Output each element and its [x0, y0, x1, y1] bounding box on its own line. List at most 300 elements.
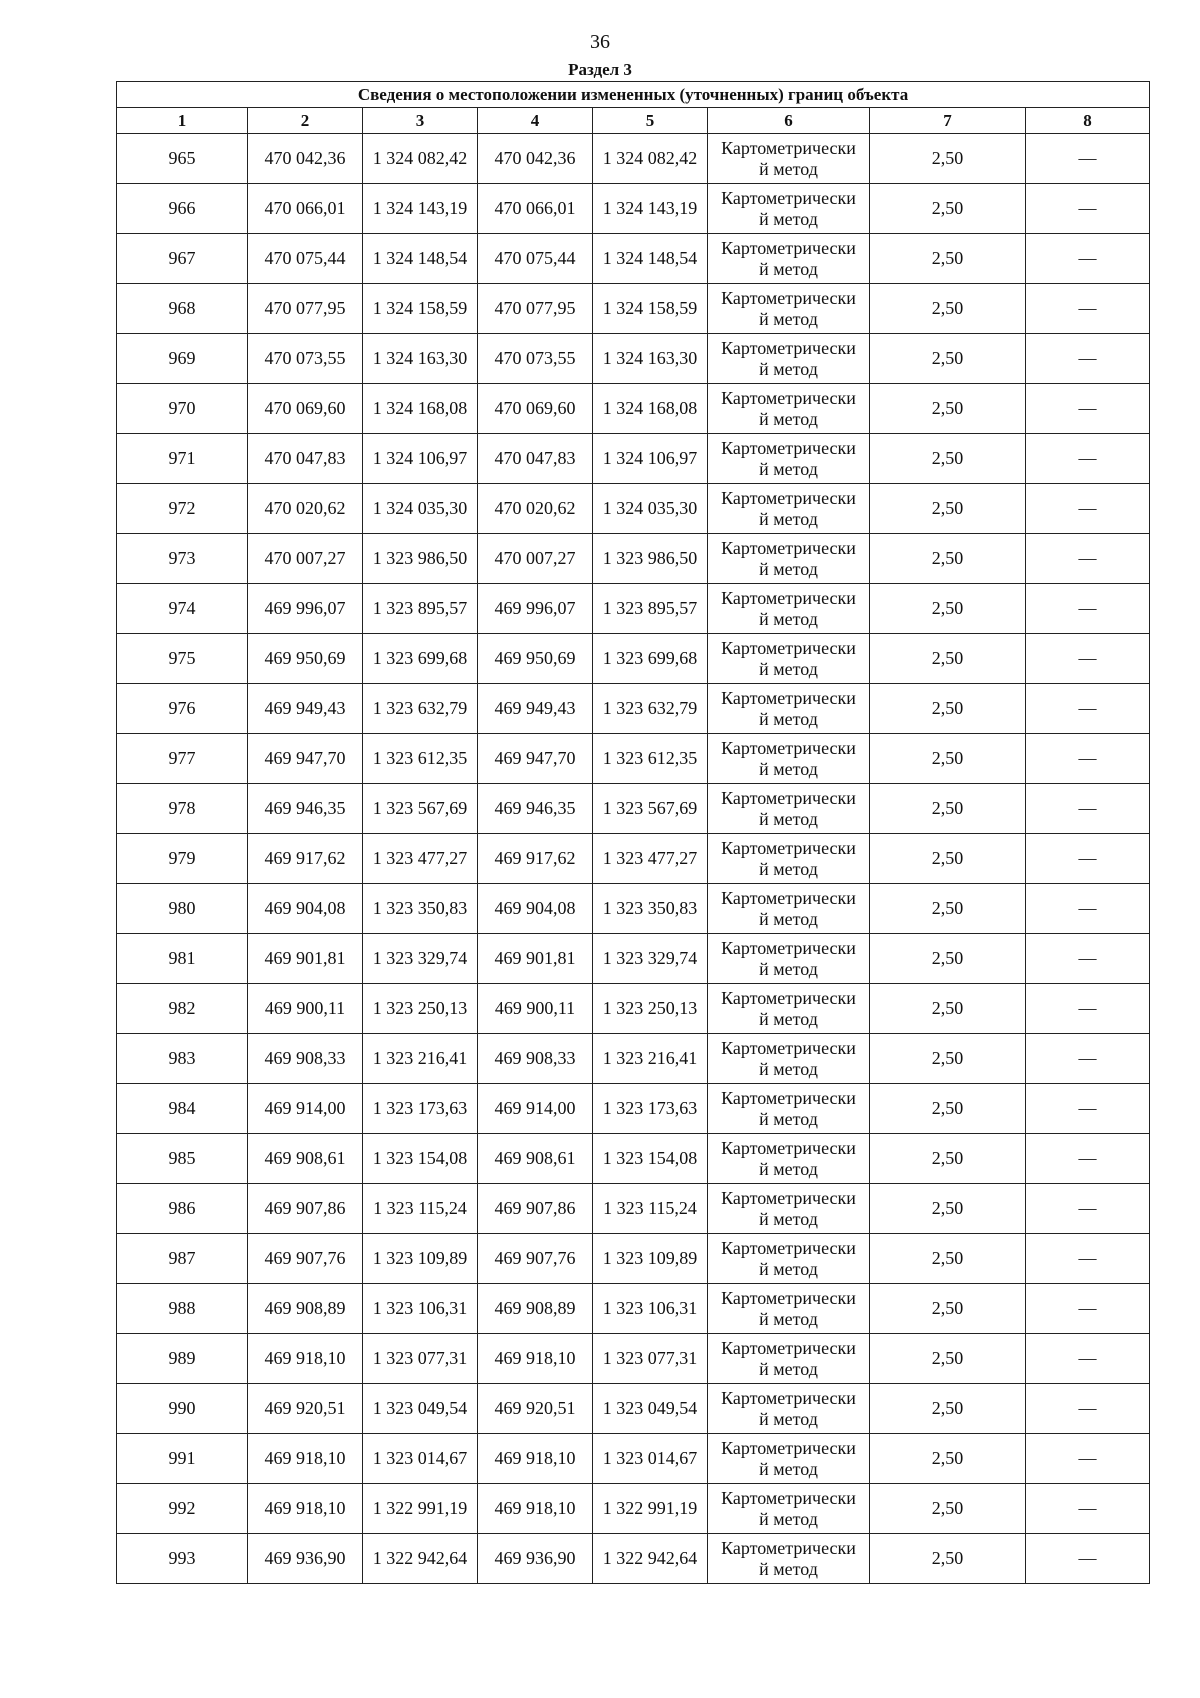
method-text-line2: й метод: [759, 1308, 818, 1329]
table-row: [117, 434, 1150, 484]
table-row: [117, 934, 1150, 984]
method-cell: [708, 934, 870, 984]
y-new-cell: 1 324 035,30: [593, 484, 708, 534]
method-text-line2: й метод: [759, 408, 818, 429]
y-new-cell: 1 324 158,59: [593, 284, 708, 334]
y-old-cell: 1 324 106,97: [363, 434, 478, 484]
x-old-cell: 469 908,33: [248, 1034, 363, 1084]
table-row: [117, 134, 1150, 184]
x-new-cell: 469 946,35: [478, 784, 593, 834]
accuracy-cell: 2,50: [870, 384, 1026, 434]
point-number-cell: 973: [117, 534, 248, 584]
x-old-cell: 469 936,90: [248, 1534, 363, 1584]
table-row: [117, 234, 1150, 284]
x-new-cell: 470 047,83: [478, 434, 593, 484]
method-text-line2: й метод: [759, 508, 818, 529]
method-cell: [708, 534, 870, 584]
note-cell: —: [1026, 984, 1150, 1034]
page-number: 36: [590, 31, 610, 53]
y-new-cell: 1 323 250,13: [593, 984, 708, 1034]
column-number: 6: [708, 108, 870, 134]
y-old-cell: 1 323 612,35: [363, 734, 478, 784]
x-new-cell: 470 020,62: [478, 484, 593, 534]
point-number-cell: 966: [117, 184, 248, 234]
method-text-line1: Картометрически: [721, 787, 856, 808]
accuracy-cell: 2,50: [870, 434, 1026, 484]
table-row: [117, 1234, 1150, 1284]
point-number-cell: 988: [117, 1284, 248, 1334]
y-old-cell: 1 324 168,08: [363, 384, 478, 434]
method-text-line2: й метод: [759, 158, 818, 179]
table-row: [117, 984, 1150, 1034]
point-number-cell: 990: [117, 1384, 248, 1434]
note-cell: —: [1026, 1284, 1150, 1334]
x-new-cell: 469 907,76: [478, 1234, 593, 1284]
y-old-cell: 1 324 158,59: [363, 284, 478, 334]
y-old-cell: 1 323 115,24: [363, 1184, 478, 1234]
point-number-cell: 989: [117, 1334, 248, 1384]
method-text-line2: й метод: [759, 1508, 818, 1529]
y-new-cell: 1 323 109,89: [593, 1234, 708, 1284]
note-cell: —: [1026, 1234, 1150, 1284]
accuracy-cell: 2,50: [870, 634, 1026, 684]
note-cell: —: [1026, 334, 1150, 384]
accuracy-cell: 2,50: [870, 1284, 1026, 1334]
method-text-line2: й метод: [759, 658, 818, 679]
note-cell: —: [1026, 384, 1150, 434]
y-old-cell: 1 324 035,30: [363, 484, 478, 534]
x-new-cell: 469 918,10: [478, 1334, 593, 1384]
note-cell: —: [1026, 234, 1150, 284]
y-new-cell: 1 323 014,67: [593, 1434, 708, 1484]
y-new-cell: 1 323 895,57: [593, 584, 708, 634]
method-text-line2: й метод: [759, 908, 818, 929]
method-text-line2: й метод: [759, 758, 818, 779]
method-cell: [708, 1084, 870, 1134]
table-row: [117, 284, 1150, 334]
x-old-cell: 469 949,43: [248, 684, 363, 734]
method-cell: [708, 384, 870, 434]
accuracy-cell: 2,50: [870, 884, 1026, 934]
method-text-line1: Картометрически: [721, 337, 856, 358]
method-text-line2: й метод: [759, 558, 818, 579]
method-text-line2: й метод: [759, 858, 818, 879]
accuracy-cell: 2,50: [870, 1234, 1026, 1284]
y-old-cell: 1 323 567,69: [363, 784, 478, 834]
y-old-cell: 1 322 991,19: [363, 1484, 478, 1534]
y-new-cell: 1 322 991,19: [593, 1484, 708, 1534]
method-cell: [708, 1534, 870, 1584]
point-number-cell: 992: [117, 1484, 248, 1534]
note-cell: —: [1026, 934, 1150, 984]
point-number-cell: 976: [117, 684, 248, 734]
point-number-cell: 980: [117, 884, 248, 934]
y-old-cell: 1 323 477,27: [363, 834, 478, 884]
x-new-cell: 469 950,69: [478, 634, 593, 684]
x-old-cell: 469 996,07: [248, 584, 363, 634]
x-old-cell: 469 900,11: [248, 984, 363, 1034]
x-old-cell: 469 908,89: [248, 1284, 363, 1334]
method-cell: [708, 1234, 870, 1284]
point-number-cell: 982: [117, 984, 248, 1034]
y-old-cell: 1 324 148,54: [363, 234, 478, 284]
y-new-cell: 1 323 049,54: [593, 1384, 708, 1434]
method-text-line1: Картометрически: [721, 937, 856, 958]
note-cell: —: [1026, 1434, 1150, 1484]
x-new-cell: 469 936,90: [478, 1534, 593, 1584]
table-row: [117, 1034, 1150, 1084]
x-new-cell: 469 917,62: [478, 834, 593, 884]
table-row: [117, 184, 1150, 234]
x-new-cell: 469 914,00: [478, 1084, 593, 1134]
x-new-cell: 469 918,10: [478, 1434, 593, 1484]
table-row: [117, 834, 1150, 884]
column-number: 7: [870, 108, 1026, 134]
point-number-cell: 981: [117, 934, 248, 984]
x-new-cell: 470 066,01: [478, 184, 593, 234]
x-old-cell: 469 908,61: [248, 1134, 363, 1184]
method-cell: [708, 1034, 870, 1084]
accuracy-cell: 2,50: [870, 834, 1026, 884]
table-row: [117, 1084, 1150, 1134]
y-new-cell: 1 323 115,24: [593, 1184, 708, 1234]
accuracy-cell: 2,50: [870, 784, 1026, 834]
note-cell: —: [1026, 534, 1150, 584]
point-number-cell: 991: [117, 1434, 248, 1484]
method-text-line1: Картометрически: [721, 637, 856, 658]
y-new-cell: 1 324 163,30: [593, 334, 708, 384]
y-new-cell: 1 322 942,64: [593, 1534, 708, 1584]
note-cell: —: [1026, 1534, 1150, 1584]
point-number-cell: 993: [117, 1534, 248, 1584]
table-row: [117, 784, 1150, 834]
column-number: 5: [593, 108, 708, 134]
point-number-cell: 970: [117, 384, 248, 434]
method-text-line1: Картометрически: [721, 1287, 856, 1308]
column-number: 1: [117, 108, 248, 134]
method-cell: [708, 1334, 870, 1384]
x-old-cell: 469 907,76: [248, 1234, 363, 1284]
method-text-line1: Картометрически: [721, 887, 856, 908]
point-number-cell: 974: [117, 584, 248, 634]
x-old-cell: 470 042,36: [248, 134, 363, 184]
y-old-cell: 1 323 049,54: [363, 1384, 478, 1434]
method-text-line1: Картометрически: [721, 737, 856, 758]
x-new-cell: 469 907,86: [478, 1184, 593, 1234]
y-old-cell: 1 323 154,08: [363, 1134, 478, 1184]
method-text-line2: й метод: [759, 1358, 818, 1379]
accuracy-cell: 2,50: [870, 1334, 1026, 1384]
point-number-cell: 969: [117, 334, 248, 384]
method-text-line2: й метод: [759, 1558, 818, 1579]
note-cell: —: [1026, 734, 1150, 784]
accuracy-cell: 2,50: [870, 234, 1026, 284]
column-number: 4: [478, 108, 593, 134]
accuracy-cell: 2,50: [870, 1434, 1026, 1484]
x-old-cell: 469 920,51: [248, 1384, 363, 1434]
x-new-cell: 469 901,81: [478, 934, 593, 984]
method-text-line1: Картометрически: [721, 1037, 856, 1058]
y-new-cell: 1 324 082,42: [593, 134, 708, 184]
accuracy-cell: 2,50: [870, 1084, 1026, 1134]
method-cell: [708, 1184, 870, 1234]
method-text-line1: Картометрически: [721, 487, 856, 508]
method-text-line2: й метод: [759, 808, 818, 829]
method-cell: [708, 584, 870, 634]
y-old-cell: 1 323 329,74: [363, 934, 478, 984]
method-text-line1: Картометрически: [721, 1437, 856, 1458]
x-new-cell: 469 904,08: [478, 884, 593, 934]
method-text-line2: й метод: [759, 958, 818, 979]
method-cell: [708, 484, 870, 534]
x-new-cell: 469 949,43: [478, 684, 593, 734]
table-row: [117, 534, 1150, 584]
method-text-line1: Картометрически: [721, 1537, 856, 1558]
y-new-cell: 1 324 168,08: [593, 384, 708, 434]
y-new-cell: 1 323 350,83: [593, 884, 708, 934]
x-old-cell: 469 901,81: [248, 934, 363, 984]
method-text-line1: Картометрически: [721, 137, 856, 158]
point-number-cell: 968: [117, 284, 248, 334]
method-text-line1: Картометрически: [721, 187, 856, 208]
accuracy-cell: 2,50: [870, 484, 1026, 534]
method-cell: [708, 834, 870, 884]
method-text-line2: й метод: [759, 458, 818, 479]
method-cell: [708, 784, 870, 834]
method-text-line1: Картометрически: [721, 537, 856, 558]
method-text-line1: Картометрически: [721, 687, 856, 708]
table-row: [117, 334, 1150, 384]
table-body: [117, 134, 1150, 1584]
accuracy-cell: 2,50: [870, 184, 1026, 234]
y-old-cell: 1 323 250,13: [363, 984, 478, 1034]
note-cell: —: [1026, 834, 1150, 884]
accuracy-cell: 2,50: [870, 934, 1026, 984]
accuracy-cell: 2,50: [870, 984, 1026, 1034]
note-cell: —: [1026, 1484, 1150, 1534]
x-old-cell: 469 918,10: [248, 1484, 363, 1534]
point-number-cell: 983: [117, 1034, 248, 1084]
table-row: [117, 1284, 1150, 1334]
table-row: [117, 734, 1150, 784]
note-cell: —: [1026, 434, 1150, 484]
accuracy-cell: 2,50: [870, 334, 1026, 384]
note-cell: —: [1026, 284, 1150, 334]
table-row: [117, 1434, 1150, 1484]
x-old-cell: 469 917,62: [248, 834, 363, 884]
y-old-cell: 1 323 350,83: [363, 884, 478, 934]
accuracy-cell: 2,50: [870, 1034, 1026, 1084]
accuracy-cell: 2,50: [870, 1184, 1026, 1234]
point-number-cell: 975: [117, 634, 248, 684]
method-cell: [708, 684, 870, 734]
x-new-cell: 470 077,95: [478, 284, 593, 334]
y-new-cell: 1 323 077,31: [593, 1334, 708, 1384]
x-old-cell: 469 904,08: [248, 884, 363, 934]
x-old-cell: 470 077,95: [248, 284, 363, 334]
note-cell: —: [1026, 134, 1150, 184]
point-number-cell: 978: [117, 784, 248, 834]
y-new-cell: 1 323 106,31: [593, 1284, 708, 1334]
y-old-cell: 1 322 942,64: [363, 1534, 478, 1584]
note-cell: —: [1026, 1034, 1150, 1084]
method-text-line1: Картометрически: [721, 387, 856, 408]
method-text-line1: Картометрически: [721, 987, 856, 1008]
method-cell: [708, 634, 870, 684]
x-new-cell: 469 908,61: [478, 1134, 593, 1184]
method-text-line1: Картометрически: [721, 437, 856, 458]
method-cell: [708, 984, 870, 1034]
column-number-row: [117, 108, 1150, 134]
y-old-cell: 1 323 109,89: [363, 1234, 478, 1284]
method-cell: [708, 134, 870, 184]
y-new-cell: 1 323 154,08: [593, 1134, 708, 1184]
column-number: 8: [1026, 108, 1150, 134]
x-old-cell: 470 047,83: [248, 434, 363, 484]
point-number-cell: 972: [117, 484, 248, 534]
y-old-cell: 1 323 216,41: [363, 1034, 478, 1084]
method-text-line2: й метод: [759, 358, 818, 379]
coordinates-table: [116, 81, 1150, 1584]
y-new-cell: 1 324 148,54: [593, 234, 708, 284]
table-row: [117, 1384, 1150, 1434]
x-old-cell: 469 950,69: [248, 634, 363, 684]
method-text-line1: Картометрически: [721, 1337, 856, 1358]
table-caption: Сведения о местоположении измененных (уточненных) границ объекта: [117, 82, 1150, 108]
note-cell: —: [1026, 584, 1150, 634]
note-cell: —: [1026, 784, 1150, 834]
y-old-cell: 1 323 986,50: [363, 534, 478, 584]
method-text-line1: Картометрически: [721, 1387, 856, 1408]
method-text-line2: й метод: [759, 258, 818, 279]
note-cell: —: [1026, 1134, 1150, 1184]
method-cell: [708, 734, 870, 784]
note-cell: —: [1026, 484, 1150, 534]
method-text-line1: Картометрически: [721, 1487, 856, 1508]
x-old-cell: 470 069,60: [248, 384, 363, 434]
point-number-cell: 987: [117, 1234, 248, 1284]
accuracy-cell: 2,50: [870, 284, 1026, 334]
method-text-line1: Картометрически: [721, 1187, 856, 1208]
x-new-cell: 470 073,55: [478, 334, 593, 384]
method-text-line2: й метод: [759, 1058, 818, 1079]
y-new-cell: 1 323 173,63: [593, 1084, 708, 1134]
x-new-cell: 469 947,70: [478, 734, 593, 784]
x-new-cell: 470 075,44: [478, 234, 593, 284]
x-old-cell: 470 066,01: [248, 184, 363, 234]
y-old-cell: 1 324 163,30: [363, 334, 478, 384]
accuracy-cell: 2,50: [870, 1384, 1026, 1434]
y-old-cell: 1 323 895,57: [363, 584, 478, 634]
point-number-cell: 977: [117, 734, 248, 784]
y-new-cell: 1 324 106,97: [593, 434, 708, 484]
note-cell: —: [1026, 184, 1150, 234]
method-text-line2: й метод: [759, 308, 818, 329]
x-old-cell: 469 947,70: [248, 734, 363, 784]
accuracy-cell: 2,50: [870, 534, 1026, 584]
y-new-cell: 1 323 986,50: [593, 534, 708, 584]
method-text-line1: Картометрически: [721, 837, 856, 858]
x-new-cell: 469 920,51: [478, 1384, 593, 1434]
x-new-cell: 470 007,27: [478, 534, 593, 584]
method-cell: [708, 1384, 870, 1434]
y-new-cell: 1 323 329,74: [593, 934, 708, 984]
y-old-cell: 1 323 014,67: [363, 1434, 478, 1484]
table-row: [117, 1334, 1150, 1384]
method-text-line2: й метод: [759, 608, 818, 629]
point-number-cell: 986: [117, 1184, 248, 1234]
table-row: [117, 584, 1150, 634]
method-text-line2: й метод: [759, 208, 818, 229]
method-cell: [708, 1284, 870, 1334]
x-old-cell: 469 907,86: [248, 1184, 363, 1234]
section-title: Раздел 3: [568, 60, 632, 79]
note-cell: —: [1026, 1334, 1150, 1384]
method-text-line2: й метод: [759, 708, 818, 729]
point-number-cell: 971: [117, 434, 248, 484]
y-old-cell: 1 323 173,63: [363, 1084, 478, 1134]
point-number-cell: 967: [117, 234, 248, 284]
method-text-line1: Картометрически: [721, 587, 856, 608]
point-number-cell: 984: [117, 1084, 248, 1134]
method-text-line2: й метод: [759, 1008, 818, 1029]
column-number: 2: [248, 108, 363, 134]
x-new-cell: 469 900,11: [478, 984, 593, 1034]
y-old-cell: 1 323 632,79: [363, 684, 478, 734]
table-row: [117, 1484, 1150, 1534]
x-new-cell: 470 069,60: [478, 384, 593, 434]
method-text-line2: й метод: [759, 1258, 818, 1279]
method-text-line2: й метод: [759, 1208, 818, 1229]
method-text-line1: Картометрически: [721, 1137, 856, 1158]
table-row: [117, 484, 1150, 534]
y-new-cell: 1 323 216,41: [593, 1034, 708, 1084]
note-cell: —: [1026, 884, 1150, 934]
y-old-cell: 1 324 143,19: [363, 184, 478, 234]
method-cell: [708, 184, 870, 234]
x-old-cell: 470 007,27: [248, 534, 363, 584]
y-old-cell: 1 324 082,42: [363, 134, 478, 184]
table-row: [117, 1134, 1150, 1184]
table-row: [117, 1184, 1150, 1234]
x-new-cell: 469 918,10: [478, 1484, 593, 1534]
y-old-cell: 1 323 699,68: [363, 634, 478, 684]
table-caption-row: [117, 82, 1150, 108]
method-text-line1: Картометрически: [721, 287, 856, 308]
point-number-cell: 965: [117, 134, 248, 184]
method-text-line2: й метод: [759, 1408, 818, 1429]
y-old-cell: 1 323 077,31: [363, 1334, 478, 1384]
y-new-cell: 1 323 612,35: [593, 734, 708, 784]
method-cell: [708, 334, 870, 384]
method-cell: [708, 434, 870, 484]
method-cell: [708, 884, 870, 934]
column-number: 3: [363, 108, 478, 134]
method-text-line2: й метод: [759, 1108, 818, 1129]
x-old-cell: 469 914,00: [248, 1084, 363, 1134]
table-row: [117, 1534, 1150, 1584]
y-new-cell: 1 323 477,27: [593, 834, 708, 884]
method-cell: [708, 1434, 870, 1484]
point-number-cell: 979: [117, 834, 248, 884]
table-row: [117, 384, 1150, 434]
method-text-line2: й метод: [759, 1158, 818, 1179]
method-text-line1: Картометрически: [721, 1237, 856, 1258]
x-old-cell: 469 918,10: [248, 1334, 363, 1384]
note-cell: —: [1026, 684, 1150, 734]
y-new-cell: 1 324 143,19: [593, 184, 708, 234]
method-cell: [708, 284, 870, 334]
